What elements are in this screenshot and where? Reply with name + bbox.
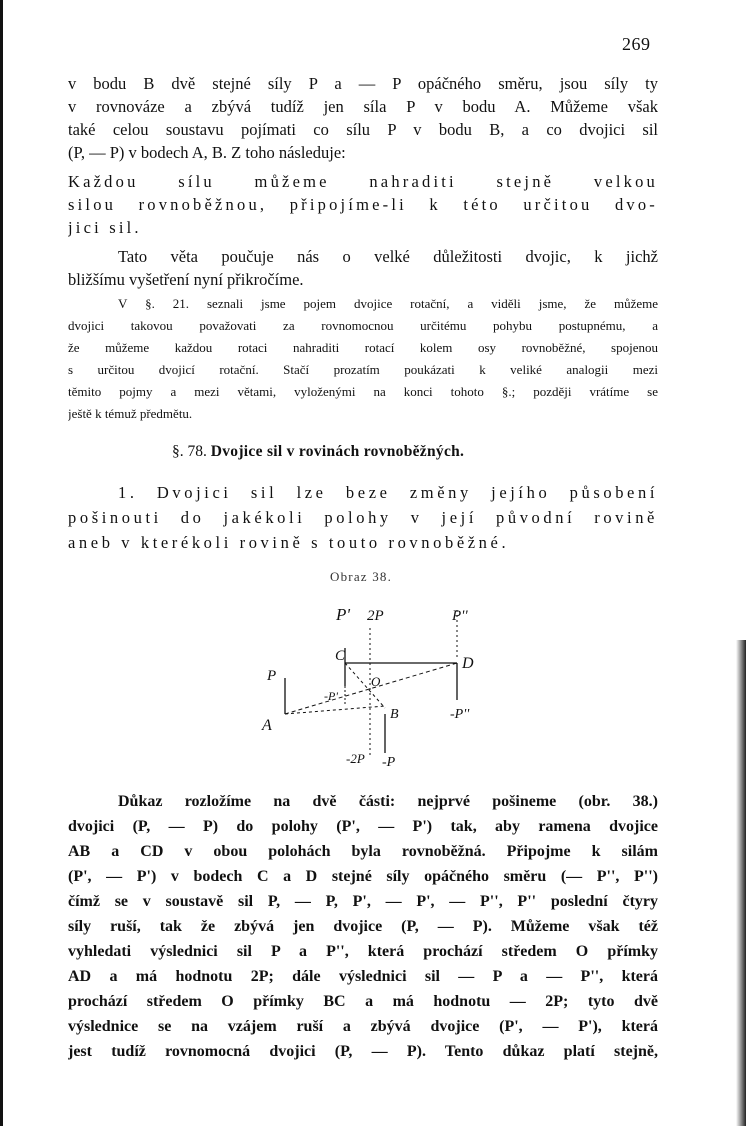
note-line: dvojici takovou považovati za rovnomocnou určitému pohybu postupnému, a [68, 318, 658, 333]
rule-line: pošinouti do jakékoli polohy v její původní rovině [68, 508, 658, 527]
page-number: 269 [622, 34, 651, 54]
force-couple-diagram [240, 588, 510, 778]
label-P-dblprime-top: P'' [452, 608, 468, 624]
note-line: těmito pojmy a mezi větami, vyloženými na konci tohoto §.; později vrátíme se [68, 384, 658, 399]
section-heading [172, 443, 464, 461]
proof-line: AD a má hodnotu 2P; dále výslednici sil — P a — P'', která [68, 968, 658, 985]
proof-line: čímž se v soustavě sil P, — P, P', — P', — P'', P'' poslední čtyry [68, 893, 658, 910]
label-2P-top: 2P [367, 608, 384, 624]
proof-line: jest tudíž rovnomocná dvojici (P, — P). Tento důkaz platí stejně, [68, 1043, 658, 1060]
proof-line: (P', — P') v bodech C a D stejné síly opáčného směru (— P'', P'') [68, 868, 658, 885]
section-number: §. 78. [172, 443, 207, 460]
text-line: v bodu B dvě stejné síly P a — P opáčného směru, jsou síly ty [68, 74, 658, 93]
text-line: Tato věta poučuje nás o velké důležitosti dvojic, k jichž [118, 247, 658, 266]
note-line: V §. 21. seznali jsme pojem dvojice rotační, a viděli jsme, že můžeme [118, 296, 658, 311]
label-minus-P-prime: -P' [324, 689, 338, 703]
rule-line: aneb v kterékoli rovině s touto rovnoběžné. [68, 533, 510, 552]
text-line: bližšímu vyšetření nyní přikročíme. [68, 270, 304, 289]
label-C: C [335, 648, 346, 664]
note-line: že můžeme každou rotaci nahraditi rotací kolem osy rovnoběžné, spojenou [68, 340, 658, 355]
theorem-line: Každou sílu můžeme nahraditi stejně velkou [68, 172, 658, 191]
section-title: Dvojice sil v rovinách rovnoběžných. [210, 443, 465, 460]
theorem-line: silou rovnoběžnou, připojíme-li k této určitou dvo- [68, 195, 658, 214]
proof-line: vyhledati výslednici sil P a P'', která prochází středem O přímky [68, 943, 658, 960]
label-P-left: P [267, 668, 277, 684]
figure-caption: Obraz 38. [330, 569, 393, 584]
label-A: A [262, 717, 272, 734]
page-shadow [736, 640, 746, 1126]
note-line: s určitou dvojicí rotační. Stačí prozatím poukázati k veliké analogii mezi [68, 362, 658, 377]
label-minus-2P: -2P [346, 751, 365, 766]
label-D: D [462, 655, 474, 672]
page-binding-edge [0, 0, 3, 1126]
label-P-prime-top: P' [336, 605, 351, 624]
label-minus-P-dblprime: -P'' [450, 707, 470, 722]
proof-line: prochází středem O přímky BC a má hodnotu — 2P; tyto dvě [68, 993, 658, 1010]
proof-line: výslednice se na vzájem ruší a zbývá dvojice (P', — P'), která [68, 1018, 658, 1035]
text-line: (P, — P) v bodech A, B. Z toho následuje: [68, 143, 346, 162]
label-O: O [371, 674, 381, 689]
proof-line: AB a CD v obou polohách byla rovnoběžná. Připojme k silám [68, 843, 658, 860]
proof-line: síly ruší, tak že zbývá jen dvojice (P, — P). Můžeme však též [68, 918, 658, 935]
text-line: v rovnováze a zbývá tudíž jen síla P v bodu A. Můžeme však [68, 97, 658, 116]
rule-line: 1. Dvojici sil lze beze změny jejího působení [118, 483, 658, 502]
label-B: B [390, 707, 399, 722]
text-line: také celou soustavu pojímati co sílu P v bodu B, a co dvojici sil [68, 120, 658, 139]
proof-line: dvojici (P, — P) do polohy (P', — P') tak, aby ramena dvojice [68, 818, 658, 835]
label-minus-P-bottom: -P [382, 755, 396, 770]
note-line: ještě k témuž předmětu. [68, 406, 193, 421]
theorem-line: jici sil. [68, 218, 142, 237]
proof-line: Důkaz rozložíme na dvě části: nejprvé pošineme (obr. 38.) [118, 793, 658, 810]
